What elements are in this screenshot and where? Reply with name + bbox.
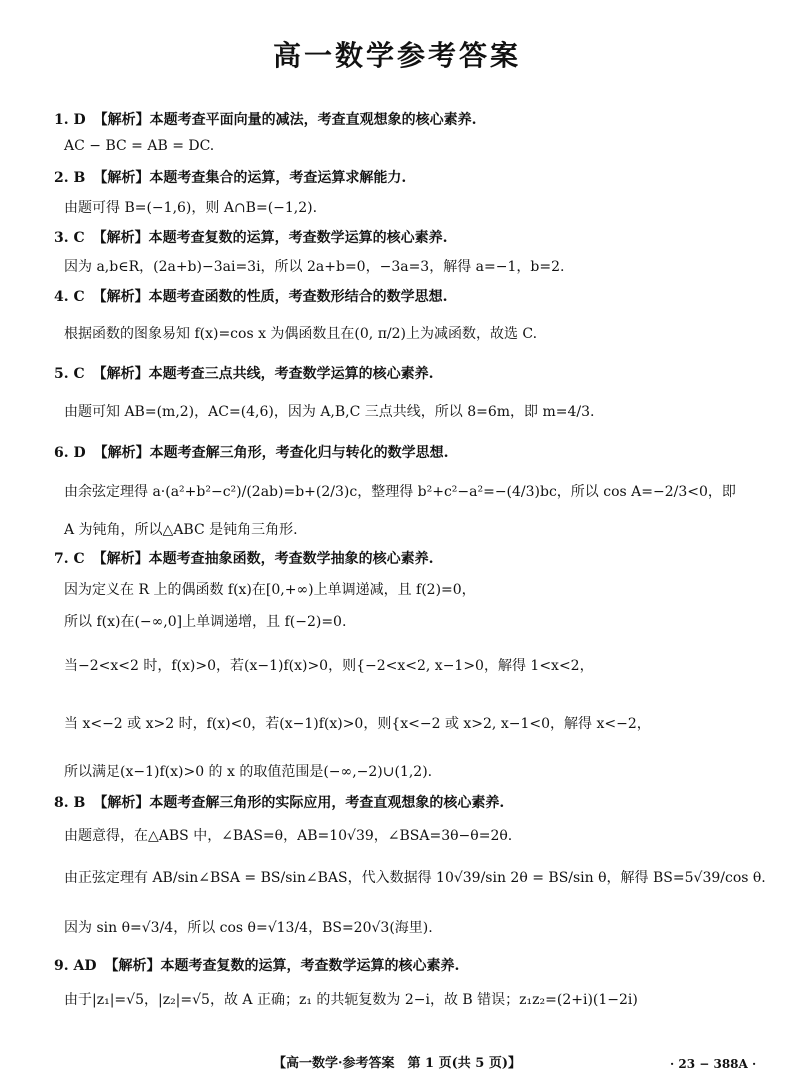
solution-line: 所以 f(x)在(−∞,0]上单调递增，且 f(−2)=0. (64, 614, 347, 630)
question-8-header (54, 793, 504, 813)
analysis-tag: 【解析】 (104, 958, 161, 974)
document-code: · 23 − 388A · (670, 1057, 757, 1071)
question-topic: 本题考查抽象函数，考查数学抽象的核心素养. (148, 551, 434, 567)
analysis-tag: 【解析】 (93, 112, 150, 128)
question-topic: 本题考查解三角形，考查化归与转化的数学思想. (149, 445, 449, 461)
page-footer: 【高一数学·参考答案 第 1 页(共 5 页)】 (272, 1056, 522, 1071)
question-topic: 本题考查解三角形的实际应用，考查直观想象的核心素养. (149, 795, 505, 811)
solution-line: 因为 sin θ=√3/4，所以 cos θ=√13/4，BS=20√3(海里). (64, 920, 433, 936)
analysis-tag: 【解析】 (92, 366, 149, 382)
page-title: 高一数学参考答案 (272, 39, 521, 72)
analysis-tag: 【解析】 (92, 230, 149, 246)
question-topic: 本题考查复数的运算，考查数学运算的核心素养. (148, 230, 448, 246)
question-5-header (54, 364, 434, 384)
question-topic: 本题考查集合的运算，考查运算求解能力. (149, 170, 407, 186)
answer-number: 2. B (54, 170, 86, 186)
question-6-header (54, 443, 449, 463)
question-3-header (54, 228, 448, 248)
question-2-header (54, 168, 406, 188)
solution-line: 由题意得，在△ABS 中，∠BAS=θ，AB=10√39，∠BSA=3θ−θ=2θ. (64, 828, 513, 844)
answer-number: 6. D (54, 445, 86, 461)
solution-line: 所以满足(x−1)f(x)>0 的 x 的取值范围是(−∞,−2)∪(1,2). (64, 764, 433, 780)
analysis-tag: 【解析】 (92, 289, 149, 305)
analysis-tag: 【解析】 (92, 551, 149, 567)
analysis-tag: 【解析】 (93, 795, 150, 811)
answer-number: 7. C (54, 551, 85, 567)
question-topic: 本题考查三点共线，考查数学运算的核心素养. (148, 366, 434, 382)
solution-line: 由正弦定理有 AB/sin∠BSA = BS/sin∠BAS，代入数据得 10√39/sin 2θ = BS/sin θ，解得 BS=5√39/cos θ. (64, 870, 766, 886)
solution-line: 当 x<−2 或 x>2 时，f(x)<0，若(x−1)f(x)>0，则{x<−2 或 x>2, x−1<0，解得 x<−2， (64, 716, 651, 732)
solution-line: AC − BC = AB = DC. (64, 138, 215, 154)
analysis-tag: 【解析】 (93, 445, 150, 461)
solution-line: 由于|z₁|=√5，|z₂|=√5，故 A 正确；z₁ 的共轭复数为 2−i，故 B 错误；z₁z₂=(2+i)(1−2i) (64, 992, 638, 1008)
question-topic: 本题考查平面向量的减法，考查直观想象的核心素养. (149, 112, 477, 128)
solution-line: 由题可知 AB=(m,2)，AC=(4,6)，因为 A,B,C 三点共线，所以 8=6m，即 m=4/3. (64, 404, 595, 420)
answer-number: 8. B (54, 795, 86, 811)
question-topic: 本题考查复数的运算，考查数学运算的核心素养. (160, 958, 460, 974)
solution-line: 当−2<x<2 时，f(x)>0，若(x−1)f(x)>0，则{−2<x<2, x−1>0，解得 1<x<2， (64, 658, 594, 674)
question-4-header (54, 287, 448, 307)
answer-number: 5. C (54, 366, 85, 382)
question-topic: 本题考查函数的性质，考查数形结合的数学思想. (148, 289, 448, 305)
answer-number: 9. AD (54, 958, 97, 974)
answer-number: 4. C (54, 289, 85, 305)
question-1-header (54, 110, 477, 130)
solution-line: A 为钝角，所以△ABC 是钝角三角形. (64, 522, 298, 538)
question-9-header (54, 956, 459, 976)
solution-line: 因为定义在 R 上的偶函数 f(x)在[0,+∞)上单调递减，且 f(2)=0， (64, 582, 476, 598)
solution-line: 由余弦定理得 a·(a²+b²−c²)/(2ab)=b+(2/3)c，整理得 b²+c²−a²=−(4/3)bc，所以 cos A=−2/3<0，即 (64, 484, 736, 500)
solution-line: 根据函数的图象易知 f(x)=cos x 为偶函数且在(0, π/2)上为减函数，故选 C. (64, 326, 538, 342)
solution-line: 由题可得 B=(−1,6)，则 A∩B=(−1,2). (64, 200, 318, 216)
answer-number: 3. C (54, 230, 85, 246)
analysis-tag: 【解析】 (93, 170, 150, 186)
solution-line: 因为 a,b∈R，(2a+b)−3ai=3i，所以 2a+b=0，−3a=3，解得 a=−1，b=2. (64, 259, 565, 275)
answer-number: 1. D (54, 112, 86, 128)
question-7-header (54, 549, 434, 569)
